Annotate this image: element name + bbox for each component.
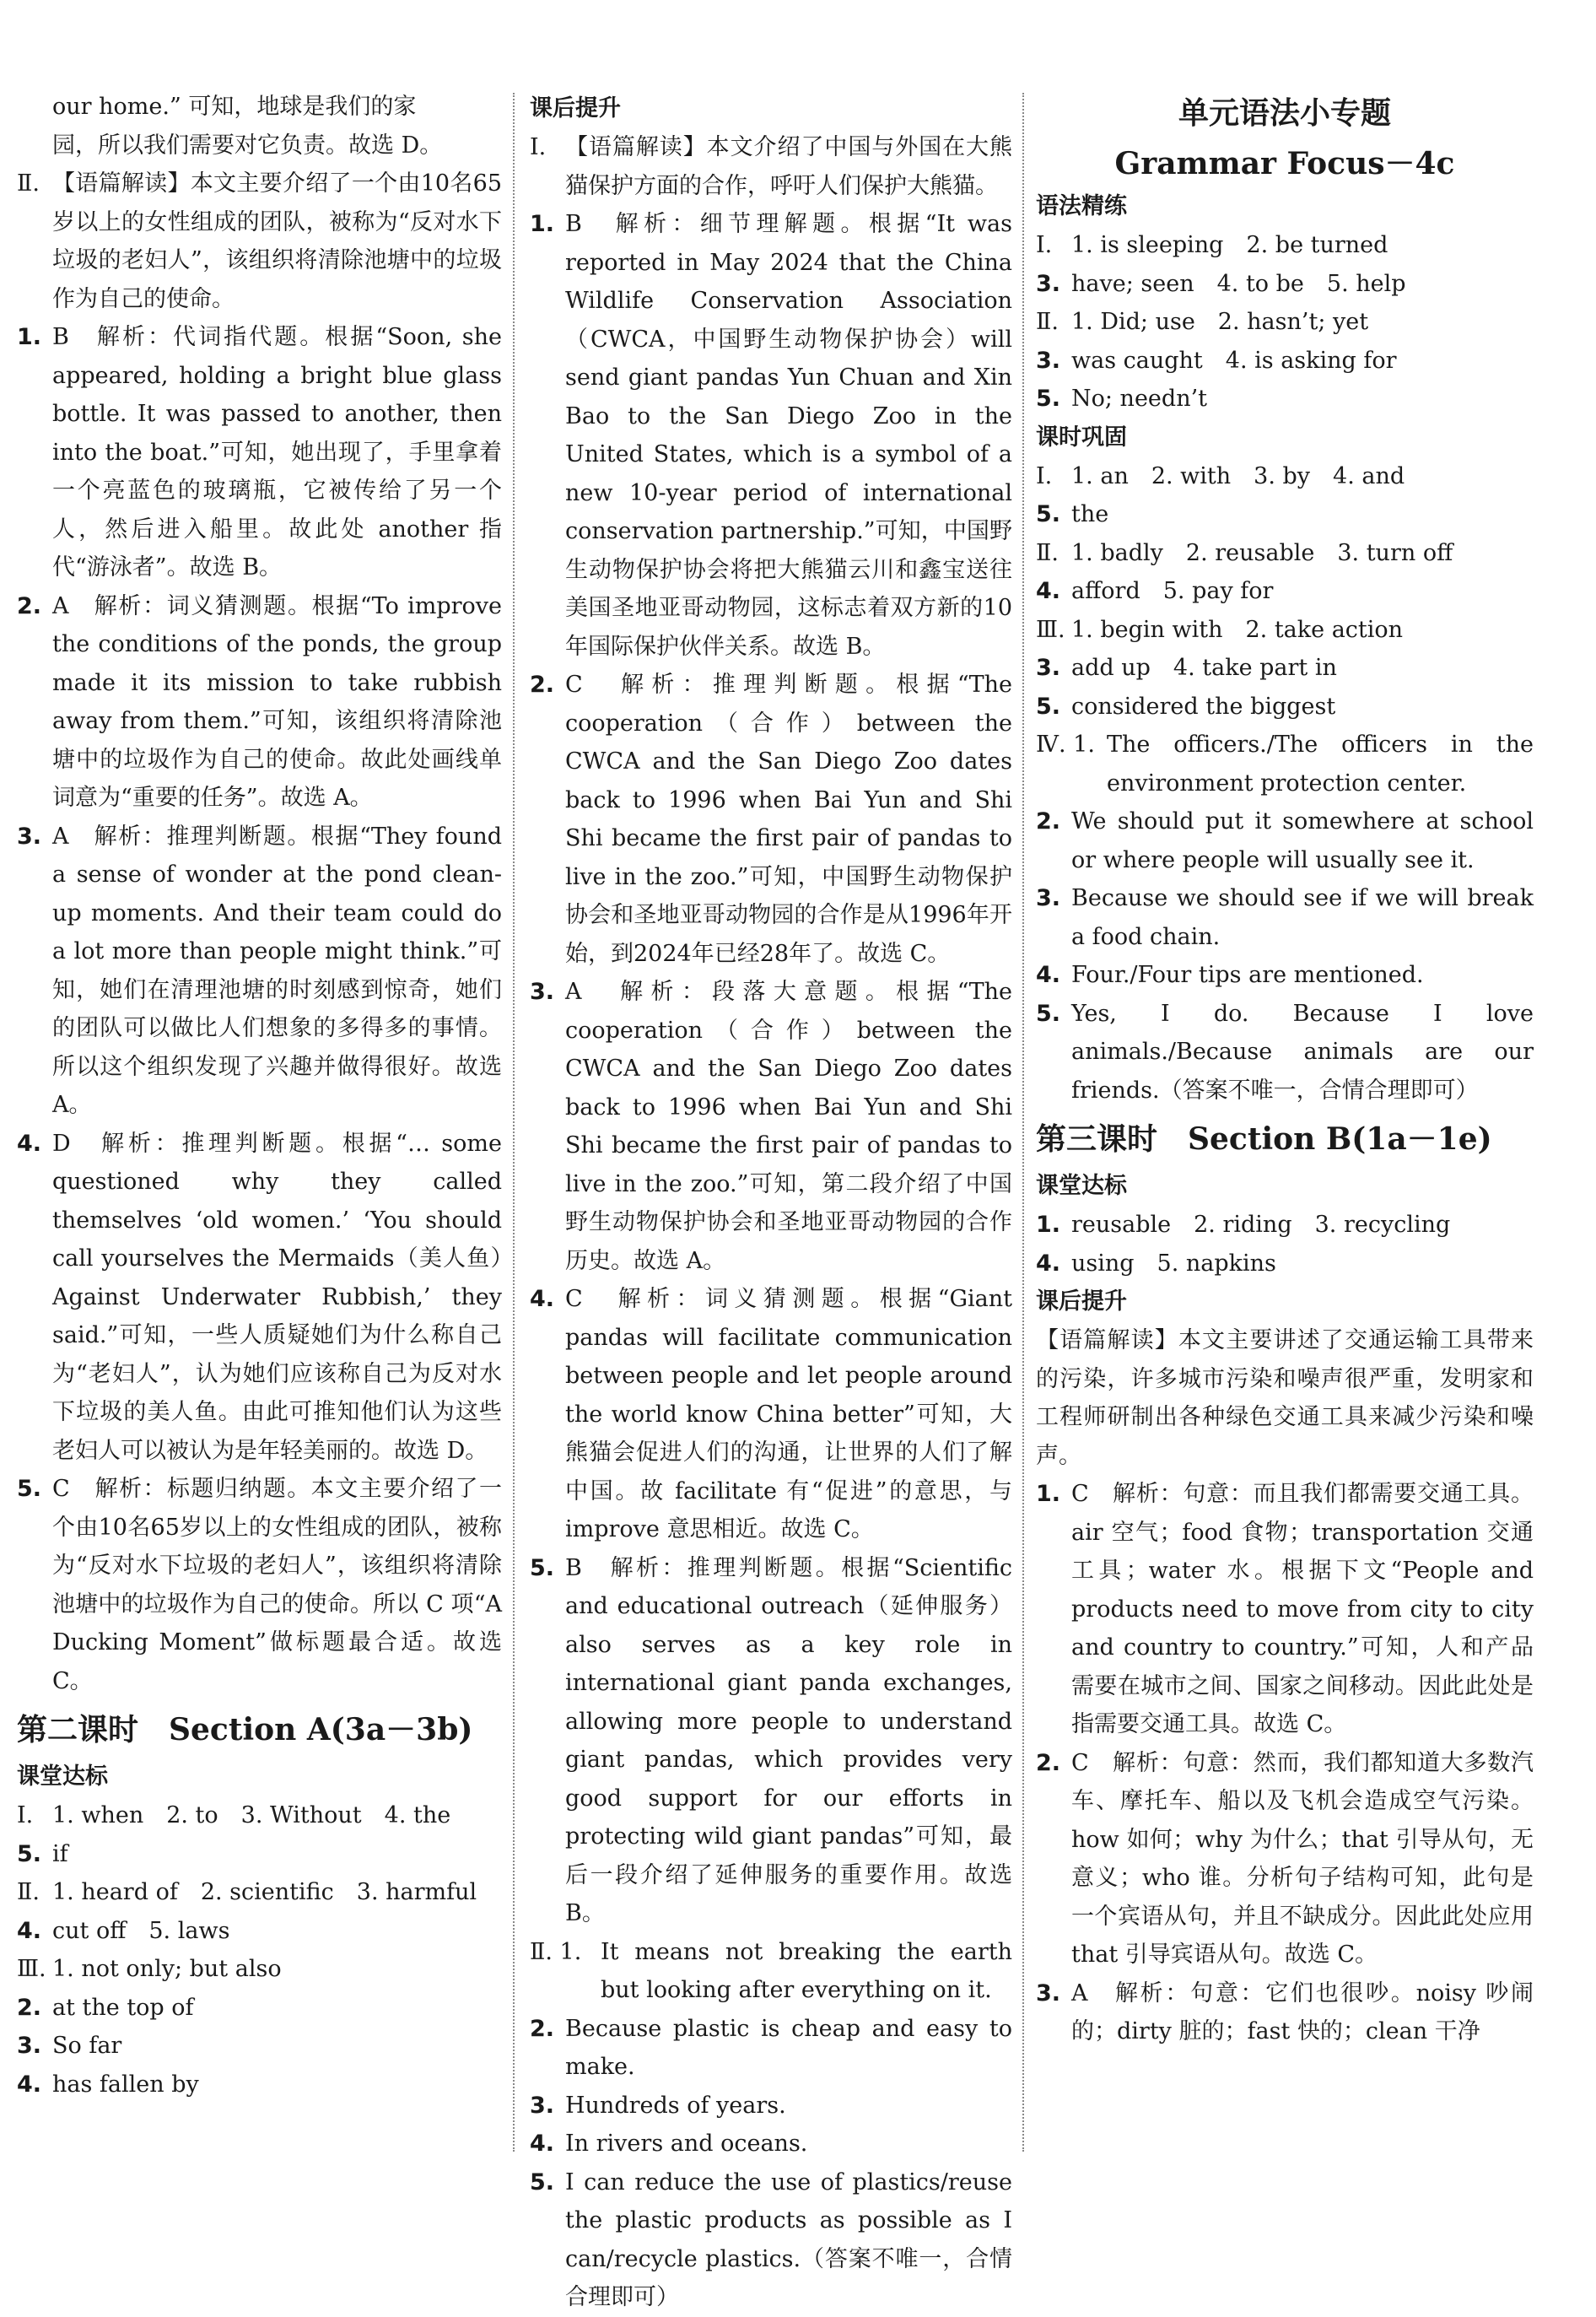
answer-text: Yes, I do. Because I love animals./Because animals are our friends.（答案不唯一，合情合理即可）: [1071, 1000, 1534, 1104]
answer-item: [1036, 726, 1534, 802]
part-number: Ⅰ.: [17, 1802, 34, 1828]
answer-line: [17, 1912, 502, 1951]
item-text: I can reduce the use of plastics/reuse the plastic products as possible as I can/recycle plastics.（答案不唯一，合情合理即可）: [565, 2168, 1012, 2310]
answer-line: [17, 1989, 502, 2028]
part-number: Ⅱ.: [17, 1879, 40, 1905]
answer-text: 1. when 2. to 3. Without 4. the: [52, 1802, 451, 1828]
answer-text: The officers./The officers in the environment protection center.: [1107, 732, 1534, 797]
item-number: 5.: [530, 2168, 555, 2195]
answer-text: has fallen by: [52, 2071, 199, 2098]
item-text: B 解析：代词指代题。根据“Soon, she appeared, holding a bright blue glass bottle. It was passed to another, then into the boat.”可知，她出现了，手里拿着一个亮蓝色的玻璃瓶，它被传给了另一个人，然后进入船里。故此处 another 指代“游泳者”。故选 B。: [52, 324, 502, 581]
answer-item: [530, 205, 1012, 666]
item-number: 5.: [1036, 1000, 1061, 1027]
continued-line: our home.” 可知，地球是我们的家: [52, 94, 417, 120]
answer-item: [530, 2163, 1012, 2317]
answer-text: Because we should see if we will break a food chain.: [1071, 885, 1534, 950]
lesson-title: 第二课时 Section A(3a－3b): [17, 1712, 473, 1747]
item-number: 4.: [17, 1130, 42, 1157]
item-number: 2.: [530, 2015, 555, 2042]
item-text: A 解析：段落大意题。根据“The cooperation（合作）between the CWCA and the San Diego Zoo dates back to 1996 when Bai Yun and Shi Shi became the first pair of pandas to live in the zoo.”可知，第二段介绍了中国野生动物保护协会和圣地亚哥动物园的合作历史。故选 A。: [565, 979, 1012, 1274]
answer-text: So far: [52, 2033, 122, 2059]
item-text: A 解析：推理判断题。根据“They found a sense of wonder at the pond clean-up moments. And their team could do a lot more than people might think.”可知，她们在清理池塘的时刻感到惊奇，她们的团队可以做比人们想象的多得多的事情。所以这个组织发现了兴趣并做得很好。故选 A。: [52, 823, 502, 1118]
item-text: C 解析：标题归纳题。本文主要介绍了一个由10名65岁以上的女性组成的团队，被称为“反对水下垃圾的老妇人”，该组织将清除池塘中的垃圾作为自己的使命。所以 C 项“A Ducking Moment”做标题最合适。故选 C。: [52, 1476, 502, 1694]
part-number: Ⅰ.: [1036, 232, 1053, 258]
answer-item: [17, 818, 502, 1125]
answer-text: have; seen 4. to be 5. help: [1071, 270, 1406, 297]
answer-text: We should put it somewhere at school or where people will usually see it.: [1071, 808, 1534, 873]
answer-line: [1036, 380, 1534, 419]
answer-line: [17, 2066, 502, 2104]
item-number: Ⅳ. 1.: [1036, 732, 1095, 758]
item-number: 4.: [17, 2071, 42, 2098]
item-text: B 解析：推理判断题。根据“Scientific and educational outreach（延伸服务）also serves as a key role in international giant panda exchanges, allowing more people to understand giant pandas, which provides very good support for our efforts in protecting wild giant pandas”可知，最后一段介绍了延伸服务的重要作用。故选 B。: [565, 1554, 1012, 1926]
item-text: C 解析：推理判断题。根据“The cooperation（合作）between the CWCA and the San Diego Zoo dates back to 1996 when Bai Yun and Shi Shi became the first pair of pandas to live in the zoo.”可知，中国野生动物保护协会和圣地亚哥动物园的合作是从1996年开始，到2024年已经28年了。故选 C。: [565, 672, 1012, 967]
intro-text: 【语篇解读】本文主要介绍了一个由10名65岁以上的女性组成的团队，被称为“反对水下垃圾的老妇人”，该组织将清除池塘中的垃圾作为自己的使命。: [52, 170, 502, 312]
answer-item: [530, 2010, 1012, 2087]
item-text: C 解析：句意：而且我们都需要交通工具。air 空气；food 食物；transportation 交通工具；water 水。根据下文“People and products need to move from city to city and country to country.”可知，人和产品需要在城市之间、国家之间移动。因此此处是指需要交通工具。故选 C。: [1071, 1481, 1534, 1737]
item-number: 3.: [530, 2092, 555, 2119]
answer-text: was caught 4. is asking for: [1071, 347, 1397, 374]
answer-line: [1036, 303, 1534, 342]
item-number: 2.: [1036, 1749, 1061, 1776]
answer-item: [530, 666, 1012, 973]
answer-line: [17, 1796, 502, 1835]
answer-line: [17, 1873, 502, 1912]
intro-text: 【语篇解读】本文主要讲述了交通运输工具带来的污染，许多城市污染和噪声很严重，发明家和工程师研制出各种绿色交通工具来减少污染和噪声。: [1036, 1327, 1534, 1469]
answer-text: 1. Did; use 2. hasn’t; yet: [1071, 309, 1369, 335]
answer-item: [17, 318, 502, 587]
item-text: D 解析：推理判断题。根据“… some questioned why they called themselves ‘old women.’ ‘You should call yourselves the Mermaids（美人鱼）Against Underwater Rubbish,’ they said.”可知，一些人质疑她们为什么称自己为“老妇人”，认为她们应该称自己为反对水下垃圾的美人鱼。由此可推知他们认为这些老妇人可以被认为是年轻美丽的。故选 D。: [52, 1130, 502, 1464]
continued-line: 园，所以我们需要对它负责。故选 D。: [52, 132, 443, 159]
answer-text: if: [52, 1840, 68, 1867]
unit-title: 单元语法小专题: [1178, 96, 1391, 131]
answer-text: reusable 2. riding 3. recycling: [1071, 1212, 1451, 1238]
part-number: Ⅰ.: [1036, 462, 1053, 489]
answer-line: [1036, 1245, 1534, 1283]
answer-line: [1036, 495, 1534, 534]
item-number: 4.: [1036, 962, 1061, 988]
part-number: Ⅱ.: [17, 170, 40, 197]
answer-item: [530, 2087, 1012, 2125]
item-number: 4.: [530, 1286, 555, 1312]
answer-item: [1036, 995, 1534, 1110]
answer-line: [1036, 457, 1534, 496]
answer-line: [1036, 688, 1534, 726]
answer-text: afford 5. pay for: [1071, 578, 1274, 604]
answer-text: 1. badly 2. reusable 3. turn off: [1071, 539, 1453, 566]
answer-line: [1036, 265, 1534, 304]
section-label: 语法精练: [1036, 193, 1127, 219]
section-label: 课堂达标: [1036, 1173, 1127, 1199]
answer-text: 1. not only; but also: [52, 1956, 282, 1982]
item-number: 4.: [1036, 1250, 1061, 1277]
answer-text: add up 4. take part in: [1071, 655, 1337, 681]
item-number: 5.: [17, 1476, 42, 1502]
answer-line: [17, 1950, 502, 1989]
section-label: 课后提升: [530, 95, 621, 122]
answer-line: [1036, 534, 1534, 573]
item-number: 3.: [1036, 655, 1061, 681]
item-number: 1.: [1036, 1212, 1061, 1238]
reading-intro: [530, 128, 1012, 205]
answer-item: [17, 1125, 502, 1471]
item-number: 3.: [1036, 347, 1061, 374]
item-number: Ⅱ. 1.: [530, 1938, 582, 1965]
answer-text: considered the biggest: [1071, 693, 1336, 720]
answer-item: [1036, 879, 1534, 956]
answer-line: [1036, 226, 1534, 265]
item-number: 1.: [17, 324, 42, 350]
item-number: 1.: [1036, 1481, 1061, 1507]
answer-item: [1036, 1744, 1534, 1974]
section-label: 课时巩固: [1036, 424, 1127, 451]
item-number: 5.: [17, 1840, 42, 1867]
answer-text: using 5. napkins: [1071, 1250, 1276, 1277]
item-number: 5.: [1036, 386, 1061, 412]
answer-line: [1036, 1206, 1534, 1245]
item-number: 2.: [17, 1994, 42, 2021]
answer-item: [17, 1470, 502, 1700]
item-number: 3.: [17, 823, 42, 850]
item-number: 5.: [1036, 501, 1061, 527]
answer-item: [1036, 802, 1534, 879]
answer-text: 1. begin with 2. take action: [1071, 616, 1404, 643]
column-right: [1036, 88, 1534, 2051]
answer-item: [530, 2125, 1012, 2163]
item-text: C 解析：词义猜测题。根据“Giant pandas will facilitate communication between people and let people around the world know China better”可知，大熊猫会促进人们的沟通，让世界的人们了解中国。故 facilitate 有“促进”的意思，与 improve 意思相近。故选 C。: [565, 1286, 1012, 1542]
answer-text: 1. an 2. with 3. by 4. and: [1071, 462, 1405, 489]
answer-item: [530, 1280, 1012, 1549]
column-divider: [1022, 93, 1024, 2152]
item-text: In rivers and oceans.: [565, 2131, 808, 2157]
intro-text: 【语篇解读】本文介绍了中国与外国在大熊猫保护方面的合作，呼吁人们保护大熊猫。: [565, 134, 1012, 199]
item-text: B 解析：细节理解题。根据“It was reported in May 2024 that the China Wildlife Conservation Association（CWCA，中国野生动物保护协会）will send giant pandas Yun Chuan and Xin Bao to the San Diego Zoo in the United States, which is a symbol of a new 10-year period of international conservation partnership.”可知，中国野生动物保护协会将把大熊猫云川和鑫宝送往美国圣地亚哥动物园，这标志着双方新的10年国际保护伙伴关系。故选 B。: [565, 211, 1012, 660]
part-number: Ⅱ.: [1036, 539, 1059, 566]
answer-line: [17, 2027, 502, 2066]
item-text: C 解析：句意：然而，我们都知道大多数汽车、摩托车、船以及飞机会造成空气污染。how 如何；why 为什么；that 引导从句，无意义；who 谁。分析句子结构可知，此句是一个宾语从句，并且不缺成分。因此此处应用 that 引导宾语从句。故选 C。: [1071, 1749, 1534, 1968]
answer-item: [530, 973, 1012, 1280]
answer-item: [1036, 1475, 1534, 1744]
item-number: 1.: [530, 211, 555, 237]
item-number: 2.: [1036, 808, 1061, 834]
reading-intro: [17, 165, 502, 318]
item-number: 5.: [530, 1554, 555, 1581]
item-number: 2.: [530, 672, 555, 698]
item-text: Hundreds of years.: [565, 2092, 786, 2119]
item-number: 5.: [1036, 693, 1061, 720]
answer-text: cut off 5. laws: [52, 1917, 230, 1944]
item-number: 3.: [1036, 885, 1061, 911]
answer-line: [1036, 649, 1534, 688]
grammar-title: Grammar Focus－4c: [1114, 146, 1455, 181]
answer-line: [17, 1835, 502, 1874]
item-number: 3.: [17, 2033, 42, 2059]
answer-line: [1036, 572, 1534, 611]
item-text: A 解析：句意：它们也很吵。noisy 吵闹的；dirty 脏的；fast 快的；clean 干净: [1071, 1979, 1534, 2044]
item-number: 3.: [530, 979, 555, 1005]
item-number: 3.: [1036, 270, 1061, 297]
answer-text: the: [1071, 501, 1109, 527]
item-text: A 解析：词义猜测题。根据“To improve the conditions of the ponds, the group made it its mission to take rubbish away from them.”可知，该组织将清除池塘中的垃圾作为自己的使命。故此处画线单词意为“重要的任务”。故选 A。: [52, 592, 502, 811]
item-number: 4.: [1036, 578, 1061, 604]
answer-item: [1036, 956, 1534, 995]
item-number: 4.: [530, 2131, 555, 2157]
answer-line: [1036, 611, 1534, 650]
answer-line: [1036, 342, 1534, 381]
item-number: 3.: [1036, 1979, 1061, 2006]
answer-text: 1. heard of 2. scientific 3. harmful: [52, 1879, 477, 1905]
item-text: Because plastic is cheap and easy to make.: [565, 2015, 1012, 2080]
item-number: 4.: [17, 1917, 42, 1944]
column-middle: [530, 89, 1012, 2317]
column-left: [17, 88, 502, 2104]
lesson-title: 第三课时 Section B(1a－1e): [1036, 1121, 1492, 1157]
answer-text: No; needn’t: [1071, 386, 1208, 412]
part-number: Ⅲ.: [1036, 616, 1065, 643]
item-text: It means not breaking the earth but looking after everything on it.: [601, 1938, 1012, 2003]
part-number: Ⅲ.: [17, 1956, 46, 1982]
answer-item: [530, 1549, 1012, 1933]
answer-item: [530, 1933, 1012, 2010]
section-label: 课后提升: [1036, 1288, 1127, 1315]
answer-item: [17, 587, 502, 818]
answer-item: [1036, 1974, 1534, 2051]
part-number: Ⅰ.: [530, 134, 547, 160]
answer-text: Four./Four tips are mentioned.: [1071, 962, 1424, 988]
part-number: Ⅱ.: [1036, 309, 1059, 335]
item-number: 2.: [17, 592, 42, 619]
section-label: 课堂达标: [17, 1763, 108, 1790]
answer-text: at the top of: [52, 1994, 194, 2021]
answer-text: 1. is sleeping 2. be turned: [1071, 232, 1388, 258]
column-divider: [513, 93, 515, 2152]
